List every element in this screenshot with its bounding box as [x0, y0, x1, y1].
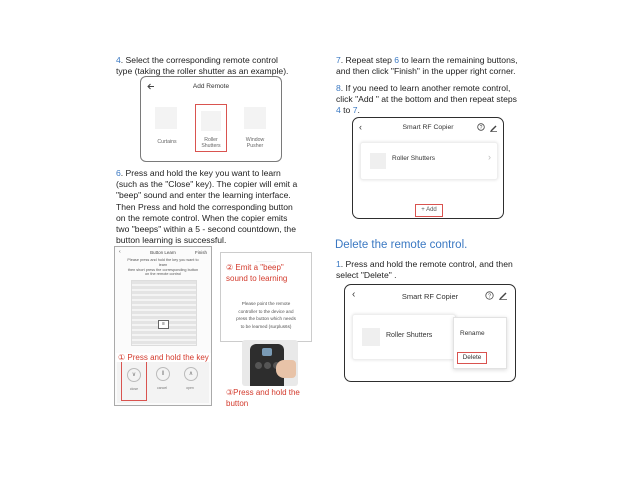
delete-heading: Delete the remote control. [335, 239, 468, 251]
remote-button-2 [264, 362, 271, 369]
option-roller-shutters[interactable] [195, 104, 227, 152]
step6-line-0: . Press and hold the key you want to learn [120, 168, 281, 178]
chevron-right-icon: › [488, 152, 491, 162]
step6-line-1: (such as the "Close" key). The copier will emit a [116, 179, 298, 190]
popup-line-1: controller to the device and [238, 308, 294, 314]
learn-hint-1: Please press and hold the key you want to [127, 258, 199, 262]
roller-shutters-icon [370, 153, 386, 169]
close-button[interactable] [121, 359, 147, 401]
roller-label-2: Shutters [201, 142, 221, 149]
callout2-line1: ② Emit a "beep" [226, 263, 284, 272]
step4-number: 4 [116, 55, 121, 65]
open-arrows-icon[interactable]: ∧ [184, 367, 198, 381]
learn-hint-4: on the remote control [145, 272, 181, 277]
pause-icon[interactable]: ‖ [156, 367, 170, 381]
step8-ref1: 4 [336, 105, 341, 116]
step4-line1: . Select the corresponding remote control [120, 55, 278, 65]
shutter-graphic [131, 280, 197, 346]
back-chevron-icon[interactable]: ‹ [352, 289, 356, 300]
step7-number: 7 [336, 55, 341, 65]
item-label: Roller Shutters [392, 155, 435, 162]
step8-line2: click "Add " at the bottom and then repeat steps [336, 94, 517, 105]
roller-shutters-icon [362, 328, 380, 346]
step6-number: 6 [116, 168, 121, 178]
button-learn-screen [114, 246, 212, 406]
delete-copier-title: Smart RF Copier [401, 292, 459, 301]
step7-text [336, 55, 546, 77]
back-chevron-icon[interactable]: ‹ [119, 249, 121, 255]
remote-lens [262, 348, 272, 356]
add-button[interactable]: + Add [415, 204, 443, 217]
popup-line-3: to be learned (surplus6s) [240, 323, 292, 329]
popup-line-0: Please point the remote [241, 301, 291, 306]
step6-line-4: on the remote control. When the copier emits [116, 212, 288, 223]
finger-icon [276, 360, 296, 378]
roller-shutters-icon [201, 111, 221, 131]
step7-line1a: . Repeat step [340, 55, 395, 65]
step6-line-6: button learning is successful. [116, 235, 227, 246]
add-remote-screen [140, 76, 282, 162]
help-icon[interactable] [477, 123, 485, 131]
step8-line1: . If you need to learn another remote control, [340, 83, 511, 93]
close-label: close [129, 387, 139, 391]
step4-line2: type (taking the roller shutter as an example). [116, 66, 289, 77]
step6-line-3: Then Press and hold the corresponding button [116, 201, 293, 212]
copier-title: Smart RF Copier [402, 124, 454, 131]
context-menu [453, 317, 507, 369]
delete-step1-number: 1 [336, 259, 341, 269]
option-window-pusher-2[interactable]: Pusher [246, 143, 264, 149]
step8-ref2: 7 [352, 105, 358, 116]
remote-button-1 [255, 362, 262, 369]
step8-end: . [357, 105, 360, 116]
help-icon[interactable] [485, 291, 494, 300]
delete-copier-screen [344, 284, 516, 382]
delete-menu-item[interactable]: Delete [457, 352, 487, 364]
learn-hint-3: then short press the corresponding button [127, 267, 199, 272]
close-arrows-icon: ∨ [127, 368, 141, 382]
step8-mid: to [340, 105, 353, 116]
back-chevron-icon[interactable]: ‹ [359, 122, 362, 132]
callout-press-hold-key: ① Press and hold the key [118, 353, 209, 362]
svg-text:?: ? [487, 293, 492, 300]
edit-icon[interactable] [498, 290, 508, 300]
option-window-pusher-1[interactable]: Window [245, 137, 265, 143]
curtains-icon [155, 107, 177, 129]
learn-hint-2: learn [158, 262, 168, 267]
callout-emit-beep [226, 262, 287, 284]
callout2-line2: sound to learning [226, 274, 288, 283]
delete-item-label: Roller Shutters [386, 332, 433, 339]
step6-text [116, 168, 331, 246]
delete-line1: . Press and hold the remote control, and then [340, 259, 513, 269]
rename-menu-item[interactable]: Rename [460, 330, 485, 337]
step7-line2: and then click "Finish" in the upper right corner. [336, 66, 516, 77]
window-pusher-icon [244, 107, 266, 129]
step8-number: 8 [336, 83, 341, 93]
finish-button[interactable]: Finish [194, 250, 207, 255]
popup-text [221, 300, 311, 330]
step8-text [336, 83, 546, 117]
step7-ref: 6 [394, 55, 400, 65]
button-learn-title: Button Learn [150, 250, 176, 255]
open-label: open [186, 386, 194, 390]
step6-line-2: "beep" sound and enter the learning interface. [116, 190, 291, 201]
remote-list-item[interactable] [352, 314, 456, 360]
learn-hint [115, 258, 211, 277]
remote-list-item[interactable] [360, 142, 498, 180]
callout3-line1: ③Press and hold the [226, 388, 300, 397]
step7-line1b: to learn the remaining buttons, [399, 55, 518, 65]
screen-title: Add Remote [192, 83, 230, 90]
shutter-handle-icon: ≡ [158, 320, 169, 329]
svg-text:?: ? [479, 124, 483, 131]
delete-step1-text [336, 259, 551, 281]
step6-line-5: two "beeps" within a 5 - second countdown, the [116, 224, 296, 235]
delete-line2: select "Delete" . [336, 270, 397, 281]
cancel-label: cancel [156, 386, 168, 390]
smart-rf-copier-screen [352, 117, 504, 219]
remote-photo [242, 340, 298, 386]
step4-text [116, 55, 331, 77]
callout-press-hold-button [226, 387, 300, 409]
roller-label-1: Roller [204, 137, 218, 143]
control-row [117, 355, 209, 403]
callout3-line2: button [226, 399, 249, 408]
edit-icon[interactable] [489, 123, 498, 132]
option-curtains[interactable]: Curtains [157, 139, 177, 145]
popup-line-2: press the button which needs [236, 316, 296, 321]
